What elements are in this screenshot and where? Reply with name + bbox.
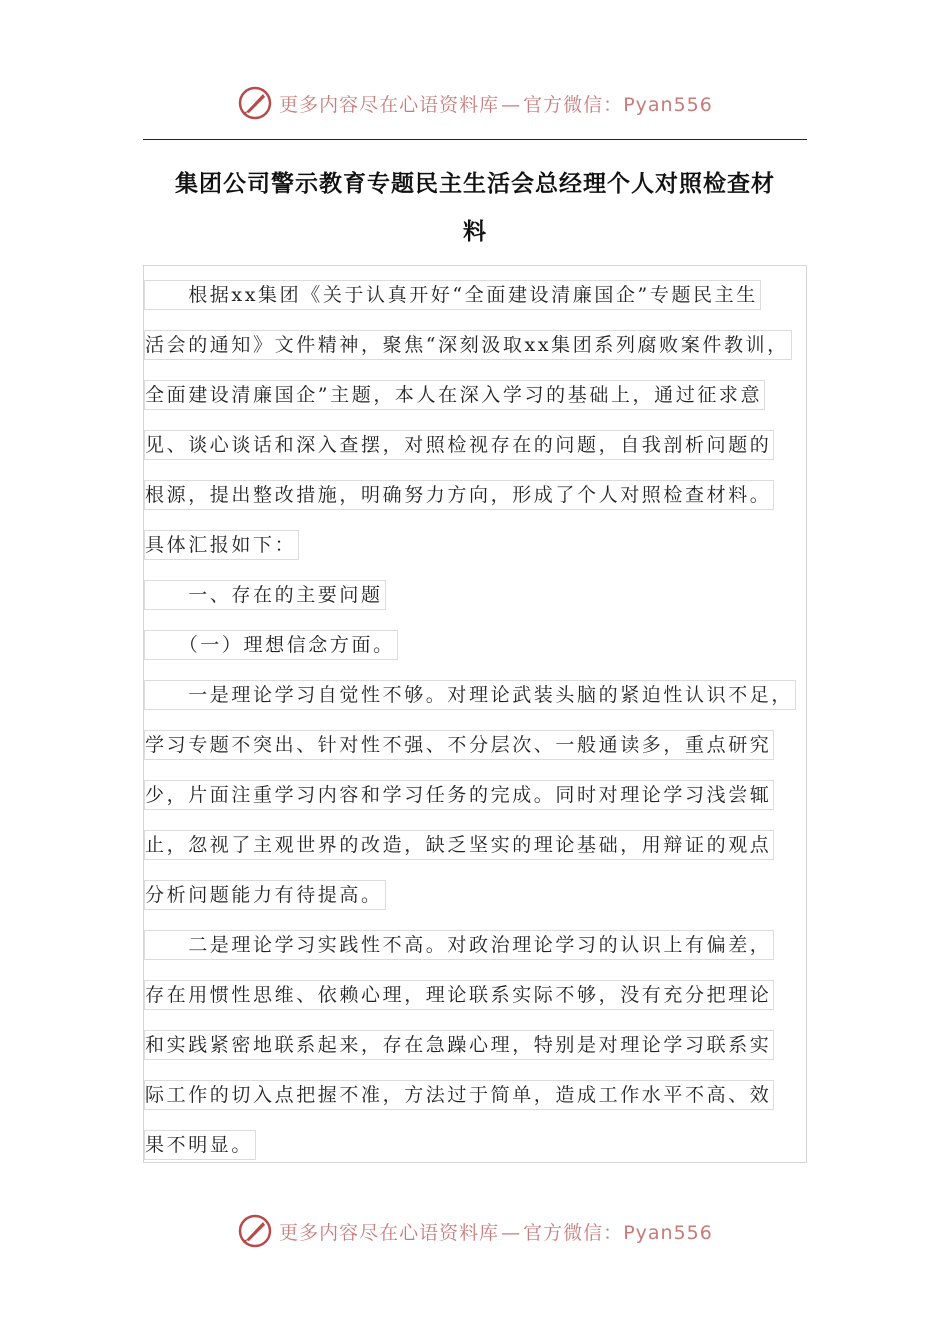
text-line: 见、谈心谈话和深入查摆，对照检视存在的问题，自我剖析问题的 bbox=[144, 430, 774, 458]
text-line: 全面建设清廉国企”主题，本人在深入学习的基础上，通过征求意 bbox=[144, 380, 765, 408]
wechat-label: 官方微信： bbox=[523, 1221, 624, 1244]
text-line: 止，忽视了主观世界的改造，缺乏坚实的理论基础，用辩证的观点 bbox=[144, 830, 774, 858]
text-line: 少，片面注重学习内容和学习任务的完成。同时对理论学习浅尝辄 bbox=[144, 780, 774, 808]
banner-dash: — bbox=[501, 1221, 522, 1244]
text-line: 根源，提出整改措施，明确努力方向，形成了个人对照检查材料。 bbox=[144, 480, 774, 508]
text-line: 二是理论学习实践性不高。对政治理论学习的认识上有偏差， bbox=[144, 930, 774, 958]
text-line: 活会的通知》文件精神，聚焦“深刻汲取xx集团系列腐败案件教训， bbox=[144, 330, 792, 358]
banner-text bbox=[279, 1218, 713, 1245]
subsection-heading: （一）理想信念方面。 bbox=[144, 630, 398, 658]
quill-logo-icon bbox=[237, 85, 273, 121]
text-line: 存在用惯性思维、依赖心理，理论联系实际不够，没有充分把理论 bbox=[144, 980, 774, 1008]
banner-dash: — bbox=[501, 93, 522, 116]
text-line: 一是理论学习自觉性不够。对理论武装头脑的紧迫性认识不足， bbox=[144, 680, 796, 708]
text-line: 根据xx集团《关于认真开好“全面建设清廉国企”专题民主生 bbox=[144, 280, 761, 308]
text-line: 果不明显。 bbox=[144, 1130, 256, 1158]
quill-logo-icon bbox=[237, 1213, 273, 1249]
banner-title: 更多内容尽在心语资料库 bbox=[279, 93, 500, 116]
title-line-1: 集团公司警示教育专题民主生活会总经理个人对照检查材 bbox=[175, 171, 775, 197]
document-title bbox=[143, 160, 807, 256]
wechat-id: Pyan556 bbox=[623, 1221, 713, 1244]
text-line: 际工作的切入点把握不准，方法过于简单，造成工作水平不高、效 bbox=[144, 1080, 774, 1108]
title-line-2: 料 bbox=[463, 219, 487, 245]
document-body bbox=[143, 265, 807, 1163]
wechat-id: Pyan556 bbox=[623, 93, 713, 116]
wechat-label: 官方微信： bbox=[523, 93, 624, 116]
header-divider bbox=[143, 139, 807, 140]
banner-title: 更多内容尽在心语资料库 bbox=[279, 1221, 500, 1244]
text-line: 具体汇报如下： bbox=[144, 530, 299, 558]
text-line: 学习专题不突出、针对性不强、不分层次、一般通读多，重点研究 bbox=[144, 730, 774, 758]
text-line: 和实践紧密地联系起来，存在急躁心理，特别是对理论学习联系实 bbox=[144, 1030, 774, 1058]
banner-text bbox=[279, 90, 713, 117]
header-banner bbox=[0, 80, 950, 126]
section-heading: 一、存在的主要问题 bbox=[144, 580, 386, 608]
footer-banner bbox=[0, 1208, 950, 1254]
text-line: 分析问题能力有待提高。 bbox=[144, 880, 386, 908]
